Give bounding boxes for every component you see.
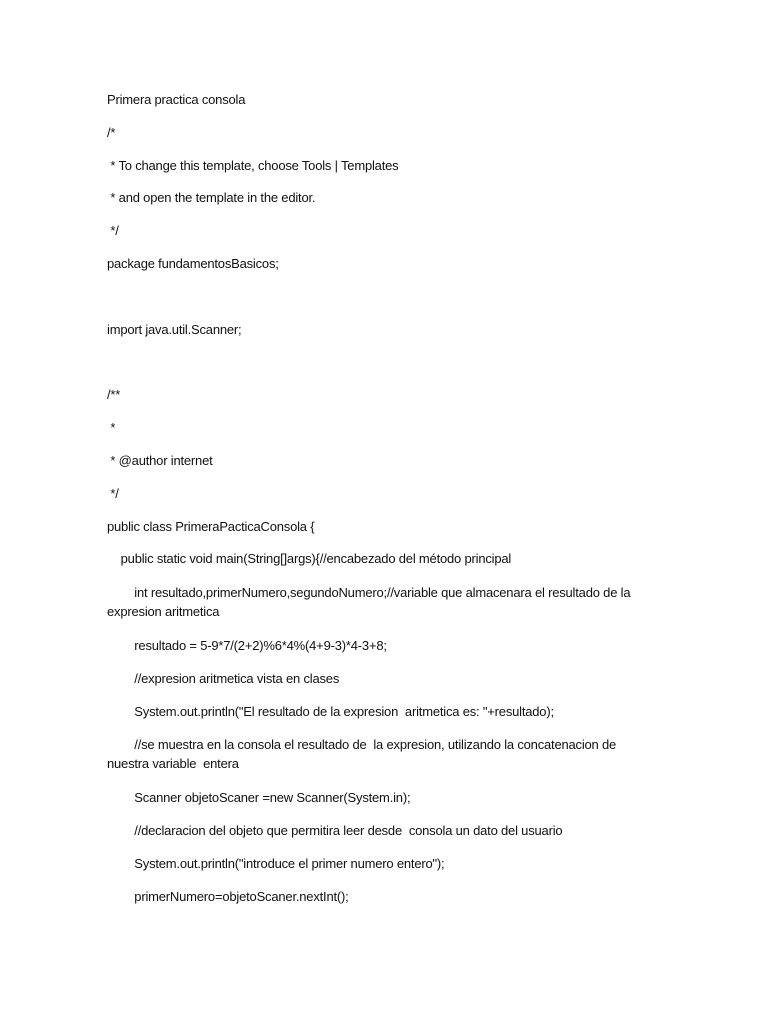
doc-line: public static void main(String[]args){//encabezado del método principal (107, 551, 512, 566)
doc-line: nuestra variable entera (107, 756, 239, 771)
doc-line: //declaracion del objeto que permitira leer desde consola un dato del usuario (107, 823, 563, 838)
doc-line: //se muestra en la consola el resultado de la expresion, utilizando la concatenacion de (107, 737, 617, 752)
doc-line: /** (107, 387, 121, 402)
doc-line: * (107, 420, 116, 435)
doc-line: expresion aritmetica (107, 604, 220, 619)
doc-line: Primera practica consola (107, 92, 246, 107)
doc-line: int resultado,primerNumero,segundoNumero;//variable que almacenara el resultado de la (107, 585, 631, 600)
doc-line: resultado = 5-9*7/(2+2)%6*4%(4+9-3)*4-3+8; (107, 638, 387, 653)
doc-line: */ (107, 486, 119, 501)
doc-line: * and open the template in the editor. (107, 190, 316, 205)
doc-line: primerNumero=objetoScaner.nextInt(); (107, 889, 349, 904)
doc-line: import java.util.Scanner; (107, 322, 242, 337)
doc-line: */ (107, 223, 119, 238)
doc-line: package fundamentosBasicos; (107, 256, 279, 271)
doc-line: * To change this template, choose Tools | Templates (107, 158, 399, 173)
doc-line: public class PrimeraPacticaConsola { (107, 519, 315, 534)
doc-line: System.out.println("El resultado de la expresion aritmetica es: "+resultado); (107, 704, 554, 719)
doc-line: * @author internet (107, 453, 213, 468)
doc-line: Scanner objetoScaner =new Scanner(System.in); (107, 790, 411, 805)
doc-line: /* (107, 125, 116, 140)
doc-line: System.out.println("introduce el primer numero entero"); (107, 856, 445, 871)
doc-line: //expresion aritmetica vista en clases (107, 671, 340, 686)
